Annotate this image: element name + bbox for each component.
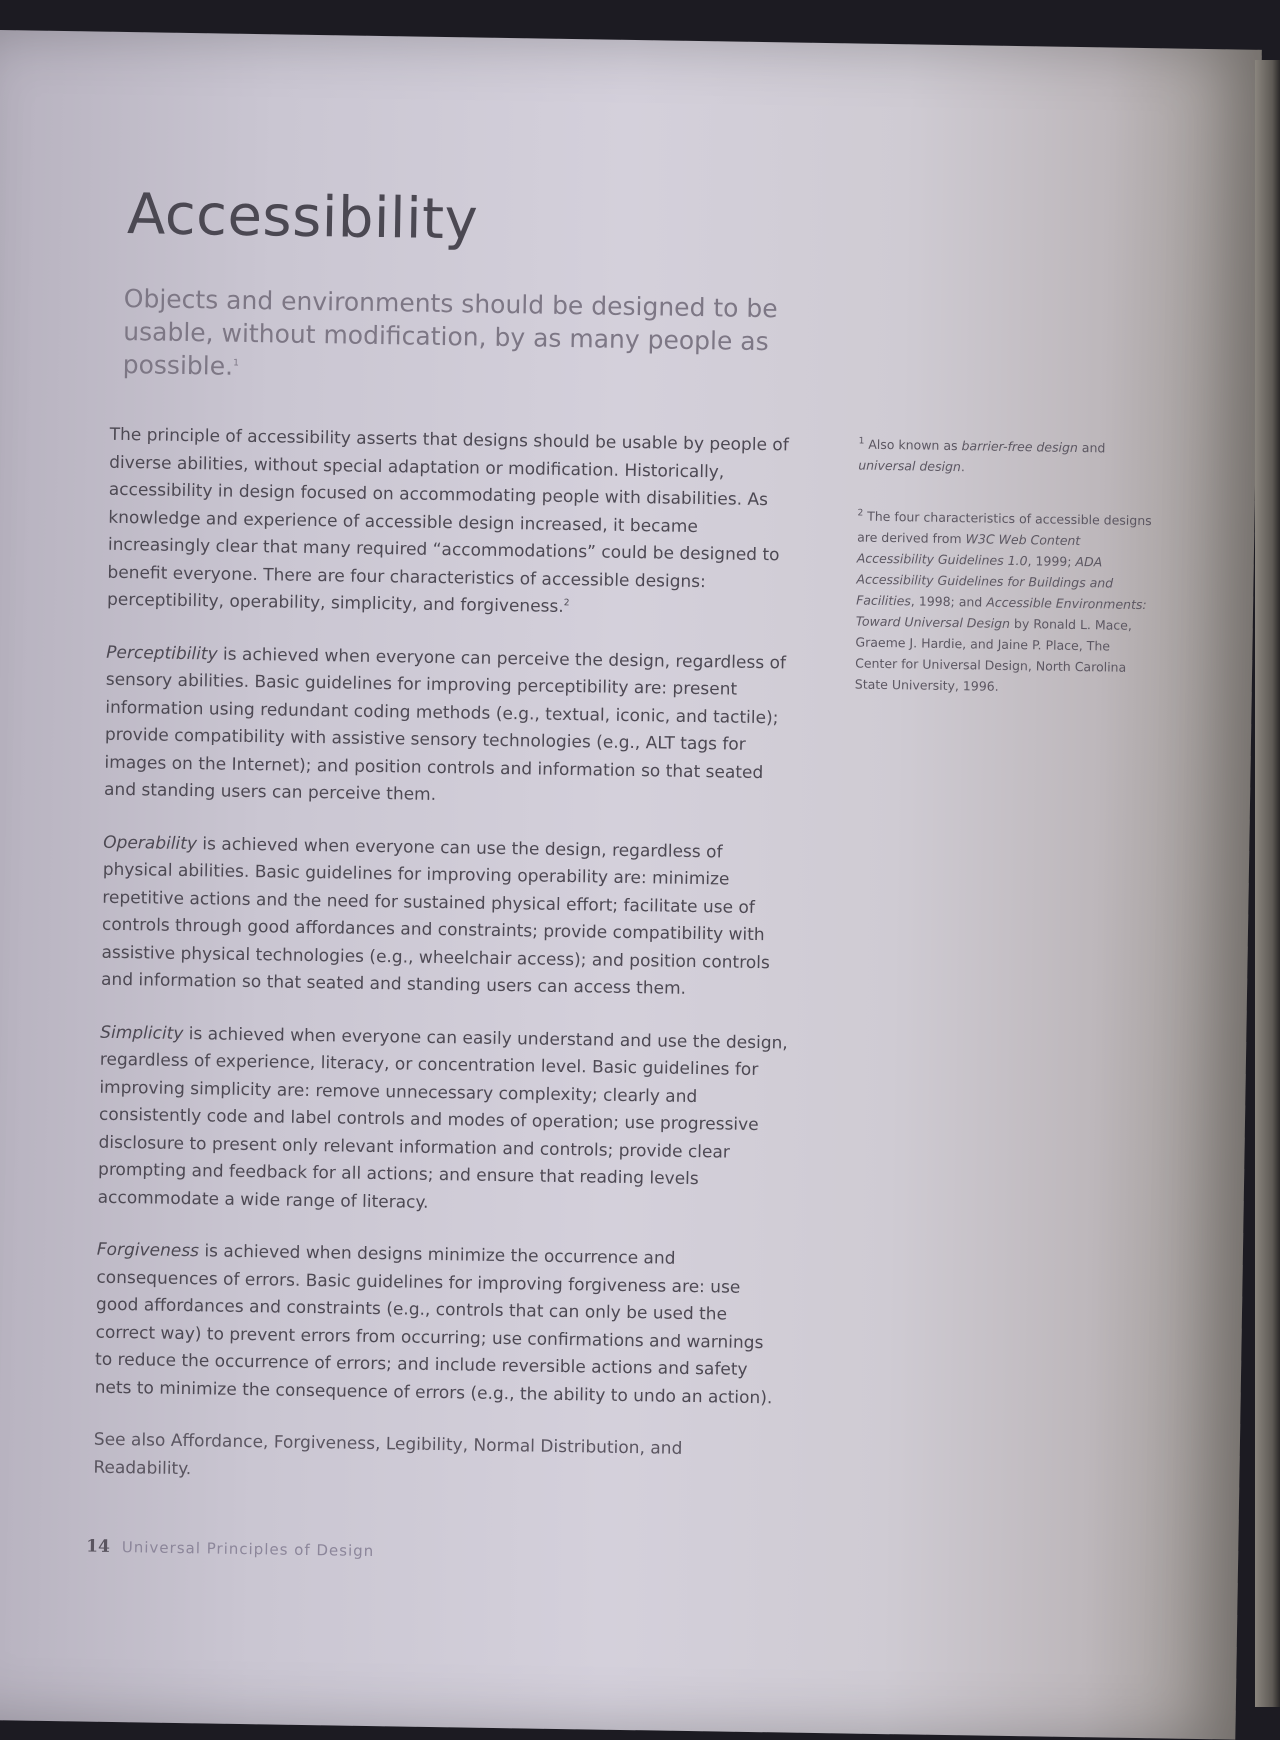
text-simplicity: is achieved when everyone can easily understand and use the design, regardless of experience, literacy, or concentration level. Basic guidelines for improving simplicity are: remove unnecessary complexity; clearly and consistently code and label controls and modes of operation; use progressive disclosure to present only relevant information and controls; provide clear prompting and feedback for all actions; and ensure that reading levels accommodate a wide range of literacy. [97,1023,788,1213]
subtitle-text: Objects and environments should be designed to be usable, without modification, by as many people as possible. [122,283,778,381]
sidenote-2 [855,506,1158,700]
paragraph-forgiveness [94,1237,787,1413]
term-forgiveness: Forgiveness [96,1239,200,1262]
paragraph-perceptibility [104,639,797,815]
sidenote-2-number: 2 [857,508,864,519]
term-perceptibility: Perceptibility [106,642,218,664]
see-also [93,1427,784,1493]
page-number: 14 [86,1536,111,1557]
page-content [86,182,1188,1561]
paragraph-simplicity [97,1019,790,1222]
sidenotes [854,434,1159,730]
sidenote-2-em2: ADA Accessibility Guidelines for Buildings and Facilities [856,553,1114,609]
text-perceptibility: is achieved when everyone can perceive the design, regardless of sensory abilities. Basic guidelines for improving perceptibility are: present information using redundant coding methods (e.g., textual, iconic, and tactile); provide compatibility with assistive sensory technologies (e.g., ALT tags for images on the Internet); and position controls and information so that seated and standing users can perceive them. [103,643,787,805]
footnote-ref-1: 1 [233,358,239,369]
term-operability: Operability [103,832,198,854]
sidenote-1-number: 1 [858,436,865,447]
sidenote-2-text-d: by Ronald L. Mace, Graeme J. Hardie, and Jaine P. Place, The Center for Universal Design, North Carolina State University, 1996. [854,615,1133,694]
sidenote-1-em: barrier-free design [961,438,1079,455]
sidenote-1-text-c: . [960,459,966,475]
sidenote-2-em3: Accessible Environments: Toward Universal Design [855,594,1147,631]
sidenote-2-text-b: , 1999; [1027,553,1076,569]
book-page [0,30,1262,1740]
sidenote-1 [858,434,1159,481]
see-also-prefix: See also [93,1429,166,1451]
sidenote-2-text-c: , 1998; and [910,593,987,610]
term-simplicity: Simplicity [100,1022,184,1044]
see-also-items: Affordance, Forgiveness, Legibility, Normal Distribution, and Readability. [93,1430,683,1479]
paragraph-operability [101,829,794,1005]
page-title: Accessibility [126,182,479,253]
sidenote-1-text-b: and [1077,439,1106,456]
sidenote-2-em: W3C Web Content Accessibility Guidelines 1.0 [856,531,1081,569]
body-column [93,422,800,1518]
text-operability: is achieved when everyone can use the design, regardless of physical abilities. Basic guidelines for improving operability are: minimize repetitive actions and the need for sustained physical effort; facilitate use of controls through good affordances and constraints; provide compatibility with assistive physical technologies (e.g., wheelchair access); and position controls and information so that seated and standing users can access them. [100,833,770,999]
running-title: Universal Principles of Design [121,1538,375,1561]
sidenote-1-em2: universal design [858,457,962,475]
page-footer [86,1537,374,1562]
footnote-ref-2: 2 [563,598,570,609]
text-forgiveness: is achieved when designs minimize the occurrence and consequences of errors. Basic guidelines for improving forgiveness are: use good affordances and constraints (e.g., controls that can only be used the correct way) to prevent errors from occurring; use confirmations and warnings to reduce the occurrence of errors; and include reversible actions and safety nets to minimize the consequence of errors (e.g., the ability to undo an action). [94,1241,773,1408]
subtitle [123,282,844,392]
sidenote-1-text-a: Also known as [868,436,962,454]
sidenote-2-text-a: The four characteristics of accessible designs are derived from [857,508,1152,547]
intro-text: The principle of accessibility asserts that designs should be usable by people of diverse abilities, without special adaptation or modification. Historically, accessibility in design focused on accommodating people with disabilities. As knowledge and experience of accessible design increased, it became increasingly clear that many required “accommodations” could be designed to benefit everyone. There are four characteristics of accessible designs: perceptibility, operability, simplicity, and forgiveness. [106,424,789,617]
book-edge [1255,60,1280,1707]
intro-paragraph [107,422,800,625]
